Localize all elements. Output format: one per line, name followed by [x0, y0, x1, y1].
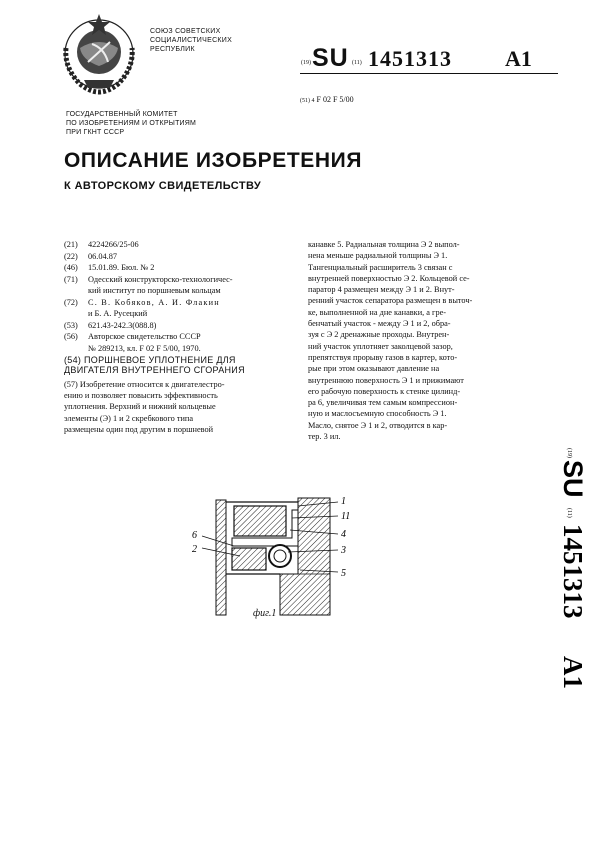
- document-subtitle: К АВТОРСКОМУ СВИДЕТЕЛЬСТВУ: [64, 180, 262, 192]
- abstract-line: (57) Изобретение относится к двигателестро-: [64, 380, 225, 389]
- country-line: СОЦИАЛИСТИЧЕСКИХ: [150, 37, 233, 44]
- abstract-column-right: [308, 239, 530, 442]
- abstract-line: нена меньше радиальной толщины Э 1.: [308, 251, 448, 261]
- abstract-line: его рабочую поверхность к стенке цилинд-: [308, 386, 461, 396]
- abstract-line: Масло, снятое Э 1 и 2, отводится в кар-: [308, 420, 448, 430]
- biblio-continuation: кий институт по поршневым кольцам: [88, 286, 221, 295]
- biblio-value: 4224266/25-06: [88, 240, 139, 249]
- abstract-line: ний участок уплотняет заколцевой зазор,: [308, 341, 453, 351]
- cylinder-wall: [216, 500, 226, 615]
- figure-label: 4: [341, 529, 346, 540]
- biblio-code: (71): [64, 274, 78, 284]
- biblio-code: (22): [64, 251, 78, 261]
- figure-1-drawing: [180, 490, 370, 625]
- abstract-line: зуя с Э 2 дренажные проходы. Внутрен-: [308, 330, 450, 340]
- biblio-row: [64, 320, 296, 332]
- side-patent-stamp: [528, 448, 588, 710]
- expander-3: [269, 545, 291, 567]
- abstract-line: Тангенциальный расширитель 3 связан с: [308, 262, 453, 272]
- biblio-value: 15.01.89. Бюл. № 2: [88, 263, 155, 272]
- ipc-value: F 02 F 5/00: [316, 95, 354, 104]
- figure-label: 5: [341, 568, 346, 579]
- biblio-row: [64, 262, 296, 274]
- upper-ring-element-1: [234, 506, 286, 536]
- biblio-code: (46): [64, 263, 78, 272]
- country-name: [150, 27, 232, 54]
- invention-title-line: ДВИГАТЕЛЯ ВНУТРЕННЕГО СГОРАНИЯ: [64, 365, 245, 375]
- invention-title-line: (54) ПОРШНЕВОЕ УПЛОТНЕНИЕ ДЛЯ: [64, 355, 236, 365]
- inid-code-19: (19): [301, 60, 311, 66]
- document-kind: A1: [505, 46, 532, 71]
- header-rule: [300, 73, 558, 74]
- abstract-line: уплотнения. Верхний и нижний кольцевые: [64, 402, 216, 412]
- abstract-column-left: [64, 379, 296, 435]
- abstract-line: паратор 4 размещен между Э 1 и 2. Внут-: [308, 285, 455, 295]
- figure-label: 11: [341, 511, 351, 522]
- biblio-code: (53): [64, 320, 78, 330]
- abstract-line: ению и позволяет повысить эффективность: [64, 391, 218, 401]
- biblio-value: Одесский конструкторско-технологичес-: [88, 274, 233, 284]
- committee-line: ПРИ ГКНТ СССР: [66, 129, 125, 136]
- inid-code-11: (11): [352, 60, 362, 66]
- biblio-code: (72): [64, 297, 78, 307]
- ipc-code: (51) 4: [300, 98, 315, 104]
- figure-label: 2: [192, 544, 197, 555]
- side-doc-kind: A1: [558, 656, 588, 689]
- country-code: SU: [312, 44, 349, 72]
- patent-number: 1451313: [368, 46, 452, 71]
- country-line: СОЮЗ СОВЕТСКИХ: [150, 28, 221, 35]
- figure-label: 3: [341, 545, 346, 556]
- document-title: ОПИСАНИЕ ИЗОБРЕТЕНИЯ: [64, 149, 363, 172]
- biblio-row: [64, 331, 296, 343]
- biblio-code: (56): [64, 332, 78, 341]
- abstract-line: препятствуя прорыву газов в картер, кото-: [308, 352, 458, 362]
- biblio-row: [64, 251, 296, 263]
- figure-caption: фиг.1: [253, 608, 277, 619]
- committee-line: ПО ИЗОБРЕТЕНИЯМ И ОТКРЫТИЯМ: [66, 120, 197, 127]
- state-emblem-icon: [58, 8, 140, 94]
- side-patent-number: 1451313: [558, 524, 588, 619]
- abstract-line: ренний участок сепаратора размещен в выточ-: [308, 296, 473, 306]
- abstract-line: ную и маслосъемную способность Э 1.: [308, 409, 447, 419]
- abstract-line: внутренней поверхностью Э 2. Кольцевой се-: [308, 273, 470, 283]
- figure-label: 6: [192, 530, 197, 541]
- abstract-line: бенчатый участок - между Э 1 и 2, обра-: [308, 319, 451, 329]
- biblio-value: 621.43-242.3(088.8): [88, 320, 157, 330]
- lower-ring-element-2: [232, 548, 266, 570]
- abstract-line: рые при этом оказывают давление на: [308, 364, 440, 374]
- abstract-line: размещены один под другим в поршневой: [64, 424, 214, 434]
- abstract-line: тер. 3 ил.: [308, 432, 341, 442]
- side-code-19: (19): [566, 448, 572, 458]
- biblio-row: [64, 274, 296, 286]
- biblio-value: 06.04.87: [88, 251, 118, 261]
- issuing-committee: [66, 110, 196, 137]
- abstract-line: внутреннюю поверхность Э 1 и прижимают: [308, 375, 464, 385]
- inid-code-54: (54): [64, 355, 82, 365]
- biblio-continuation: и Б. А. Русецкий: [88, 309, 148, 318]
- abstract-line: ке, выполненной на дне канавки, а гре-: [308, 307, 447, 317]
- biblio-row: [64, 239, 296, 251]
- ipc-classification: [300, 95, 354, 104]
- biblio-row: [64, 297, 296, 309]
- country-line: РЕСПУБЛИК: [150, 46, 195, 53]
- side-code-11: (11): [566, 508, 572, 518]
- invention-title: [64, 355, 296, 375]
- biblio-continuation: № 289213, кл. F 02 F 5/00, 1970.: [88, 343, 201, 353]
- abstract-line: канавке 5. Радиальная толщина Э 2 выпол-: [308, 240, 460, 249]
- biblio-value: С. В. Кобяков, А. И. Флакин: [88, 297, 220, 307]
- bibliographic-data: [64, 239, 296, 354]
- figure-label: 1: [341, 496, 346, 507]
- committee-line: ГОСУДАРСТВЕННЫЙ КОМИТЕТ: [66, 111, 178, 118]
- abstract-line: элементы (Э) 1 и 2 скребкового типа: [64, 413, 194, 423]
- biblio-code: (21): [64, 240, 78, 249]
- biblio-value: Авторское свидетельство СССР: [88, 332, 201, 341]
- side-country-code: SU: [558, 460, 588, 498]
- abstract-line: ра 6, увеличивая тем самым компрессион-: [308, 398, 458, 408]
